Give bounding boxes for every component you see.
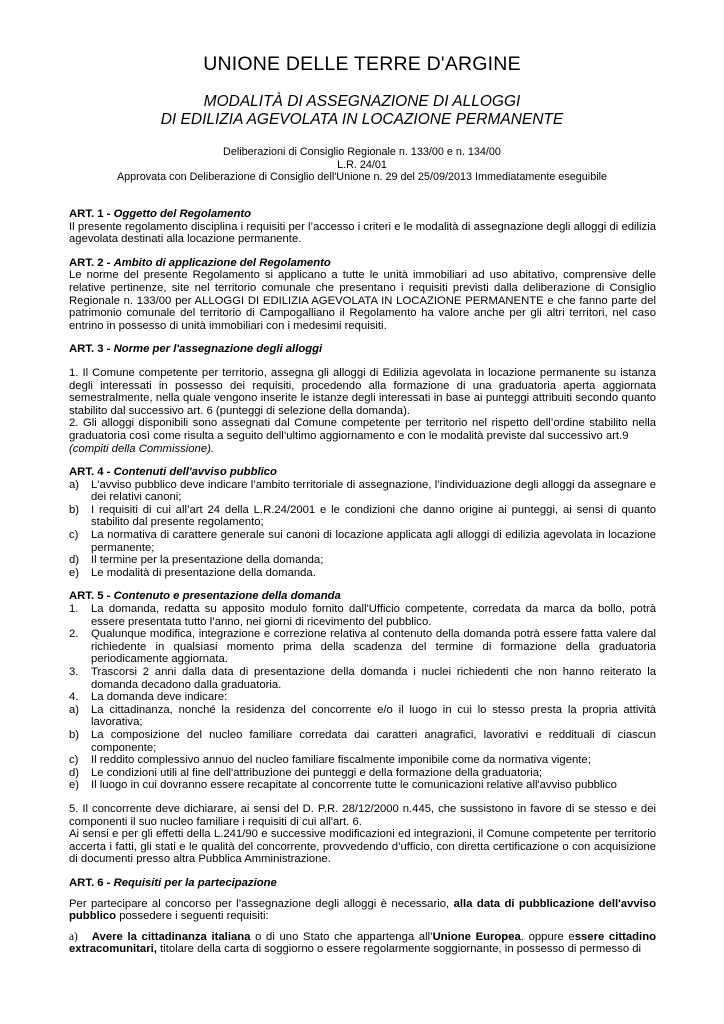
article-3-paragraph-2-note: (compiti della Commissione). — [69, 442, 215, 455]
deliberation-block — [0, 146, 724, 184]
article-1-title: Oggetto del Regolamento — [113, 208, 252, 220]
list-item: e) Le modalità di presentazione della domanda. — [69, 566, 316, 579]
article-6-requirement-a: a) Avere la cittadinanza italiana o di uno Stato che appartenga all’Unione Europea. oppure essere cittadino extracomunitari, titolare della carta di soggiorno o essere regolarmente soggiornante, in possesso di permesso di — [69, 930, 657, 956]
article-4 — [69, 466, 656, 579]
list-item: a) L'avviso pubblico deve indicare l’ambito territoriale di assegnazione, l’individuazione degli alloggi da assegnare e dei relativi canoni; — [69, 478, 656, 504]
article-5-paragraph-6: Ai sensi e per gli effetti della L.241/90 e successive modificazioni ed integrazioni, il Comune competente per territorio accerta i fatti, gli stati e le qualità del concorrente, provvedendo d’ufficio, con diretta certificazione o con acquisizione di documenti presso altra Pubblica Amministrazione. — [69, 828, 656, 866]
article-3 — [69, 343, 656, 455]
article-3-paragraph-1: 1. Il Comune competente per territorio, assegna gli alloggi di Edilizia agevolata in locazione permanente su istanza degli interessati in possesso dei requisiti, procedendo alla formazione di una graduatoria aperta aggiornata semestralmente, nella quale vengono inserite le istanze degli interessati in base ai punteggi attribuiti secondo quanto stabilito dal successivo art. 6 (punteggi di selezione della domanda). — [69, 366, 656, 417]
article-3-heading — [69, 343, 656, 356]
document-title: UNIONE DELLE TERRE D'ARGINE — [203, 53, 521, 75]
article-3-title: Norme per l'assegnazione degli alloggi — [113, 343, 323, 356]
list-item: c) Il reddito complessivo annuo del nucleo familiare fiscalmente imponibile come da normativa vigente; — [69, 754, 591, 767]
article-4-heading — [69, 466, 656, 479]
article-6 — [69, 877, 656, 956]
article-2-text: Le norme del presente Regolamento si applicano a tutte le unità immobiliari ad uso abitativo, comprensive delle relative pertinenze, site nel territorio comunale che presentano i requisiti previsti dalla deliberazione di Consiglio Regionale n. 133/00 per ALLOGGI DI EDILIZIA AGEVOLATA IN LOCAZIONE PERMANENTE e che fanno parte del patrimonio comunale del territorio di Campogalliano il Regolamento ha valore anche per gli altri territori, nel caso entrino in possesso di unità immobiliari con i medesimi requisiti. — [69, 269, 656, 332]
list-item: 4. La domanda deve indicare: — [69, 691, 228, 704]
article-5-number: ART. 5 - — [69, 590, 114, 603]
list-item: 3. Trascorsi 2 anni dalla data di presentazione della domanda i nuclei richiedenti che non hanno reiterato la domanda decadono dalla graduatoria. — [69, 666, 656, 691]
article-2-number: ART. 2 - — [69, 256, 114, 269]
article-6-title: Requisiti per la partecipazione — [113, 876, 277, 889]
article-2 — [69, 257, 656, 333]
document-subtitle-line1: MODALITÀ DI ASSEGNAZIONE DI ALLOGGI — [203, 93, 521, 110]
article-2-heading — [69, 257, 656, 270]
article-1-heading — [69, 208, 656, 221]
list-item: d) Le condizioni utili al fine dell'attribuzione dei punteggi e della formazione della graduatoria; — [69, 766, 543, 779]
article-2-title: Ambito di applicazione del Regolamento — [113, 256, 331, 269]
list-item: b) I requisiti di cui all’art 24 della L.R.24/2001 e le condizioni che danno origine ai punteggi, ai sensi di quanto stabilito dal presente regolamento; — [69, 503, 656, 529]
list-item: 2. Qualunque modifica, integrazione e correzione relativa al contenuto della domanda potrà essere fatta valere dal richiedente in qualsiasi momento prima della scadenza del termine di formazione della graduatoria periodicamente aggiornata. — [69, 628, 656, 666]
article-5-paragraph-5: 5. Il concorrente deve dichiarare, ai sensi del D. P.R. 28/12/2000 n.445, che sussistono in favore di se stesso e dei componenti il suo nucleo familiare i requisiti di cui all'art. 6. — [69, 802, 656, 828]
article-6-number: ART. 6 - — [69, 876, 114, 889]
list-item: 1. La domanda, redatta su apposito modulo fornito dall'Ufficio competente, corredata da marca da bollo, potrà essere presentata tutto l’anno, nei giorni di ricevimento del pubblico. — [69, 603, 656, 628]
article-4-number: ART. 4 - — [69, 466, 114, 479]
deliberation-line3: Approvata con Deliberazione di Consiglio dell'Unione n. 29 del 25/09/2013 Immediatamente eseguibile — [116, 171, 608, 183]
article-6-intro: Per partecipare al concorso per l’assegnazione degli alloggi è necessario, alla data di pubblicazione dell'avviso pubblico possedere i seguenti requisiti: — [69, 897, 656, 923]
article-1-number: ART. 1 - — [69, 208, 114, 220]
article-1 — [69, 208, 656, 246]
deliberation-line1: Deliberazioni di Consiglio Regionale n. 133/00 e n. 134/00 — [223, 146, 501, 158]
list-item: c) La normativa di carattere generale sui canoni di locazione applicata agli alloggi di edilizia agevolata in locazione permanente; — [69, 529, 656, 554]
document-subtitle-line2: DI EDILIZIA AGEVOLATA IN LOCAZIONE PERMANENTE — [160, 111, 564, 128]
article-1-text: Il presente regolamento disciplina i requisiti per l’accesso i criteri e le modalità di assegnazione degli alloggi di edilizia agevolata destinati alla locazione permanente. — [69, 220, 656, 246]
list-item: e) Il luogo in cui dovranno essere recapitate al concorrente tutte le comunicazioni relative all'avviso pubblico — [69, 779, 617, 792]
list-item: d) Il termine per la presentazione della domanda; — [69, 554, 324, 567]
article-4-title: Contenuti dell'avviso pubblico — [113, 466, 277, 479]
article-5-heading — [69, 590, 656, 603]
document-body — [69, 208, 656, 956]
deliberation-line2: L.R. 24/01 — [337, 158, 387, 171]
article-5-title: Contenuto e presentazione della domanda — [113, 590, 341, 603]
list-item: b) La composizione del nucleo familiare corredata dai caratteri anagrafici, lavorativi e reddituali di ciascun componente; — [69, 728, 656, 754]
article-3-paragraph-2: 2. Gli alloggi disponibili sono assegnati dal Comune competente per territorio nel rispetto dell’ordine stabilito nella graduatoria così come risulta a seguito dell’ultimo aggiornamento e con le modalità previste dal successivo art.9 — [69, 417, 656, 442]
list-item: a) La cittadinanza, nonché la residenza del concorrente e/o il luogo in cui lo stesso presta la propria attività lavorativa; — [69, 703, 656, 729]
article-6-heading — [69, 877, 656, 890]
article-5 — [69, 590, 656, 865]
article-3-number: ART. 3 - — [69, 343, 114, 356]
